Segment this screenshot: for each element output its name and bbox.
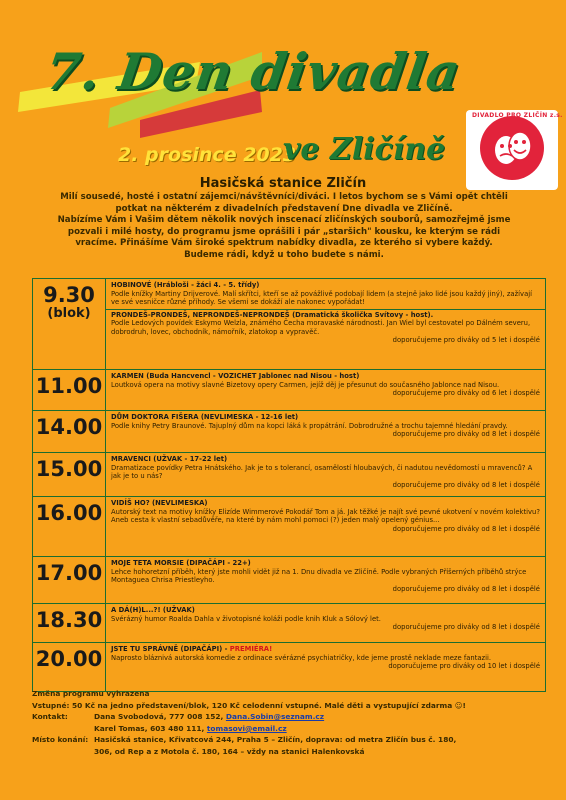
show-info [106, 370, 545, 410]
age-recommendation: doporučujeme pro diváky od 8 let i dospělé [392, 623, 540, 631]
theatre-masks-icon [480, 116, 544, 180]
contact-person: Karel Tomas, 603 480 111, [94, 723, 207, 733]
time-value: 9.30 [43, 283, 95, 307]
time-subtitle: (blok) [47, 306, 91, 321]
program-change-note: Změna programu vyhrazena [32, 689, 150, 698]
schedule-time: 15.00 [33, 453, 106, 496]
intro-line: pozvali i milé hosty, do programu jsme oprášili i pár „staršich" kousku, ke kterým se rádi [67, 226, 501, 237]
schedule-row [33, 604, 545, 643]
show-description: Dramatizace povídky Petra Hnátského. Jak je to s tolerancí, osamělostí hloubavých, či nadutou nevědomostí u mravenců? A jak je to u nás? [111, 463, 533, 480]
show-title: DŮM DOKTORA FIŠERA (NEVLIMESKA - 12-16 let) [111, 413, 299, 421]
admission-note: Vstupné: 50 Kč na jedno představení/blok, 120 Kč celodenní vstupné. Malé děti a vystupující zdarma ☺! [32, 700, 466, 710]
show-title: MRAVENCI (UŽVAK - 17-22 let) [111, 455, 228, 463]
age-recommendation: doporučujeme pro diváky od 8 let i dospělé [392, 430, 540, 438]
show-description: Podle knížky Martiny Drijverové. Malí skřítci, kteří se až povážlivě podobají lidem (a stejně jako lidé jsou každý jiný), zažívají ve své vesničce různé příhody. Se všemi se dokáží ale nakonec vypořádat! [111, 289, 533, 306]
show-title: HOBINOVÉ (Hrábloši - žáci 4. - 5. třídy) [111, 281, 260, 289]
venue-heading: Hasičská stanice Zličín [199, 176, 367, 191]
contact-line [32, 723, 552, 735]
schedule-time: 17.00 [33, 557, 106, 603]
show-title-text: JSTE TU SPRÁVNĚ (DIPAČÁPI) - [111, 645, 230, 653]
place-line [32, 746, 552, 758]
contact-label: Kontakt: [32, 712, 68, 722]
show-info [106, 279, 545, 369]
show-description: Podle Ledových povídek Eskymo Welzla, známého Čecha moravaské národnosti. Jan Wiel byl cestovatel po Dálném severu, dobrodruh, lovec, obchodník, námořník, zlatokop a vypravěč. [111, 319, 531, 336]
show-title: MOJE TETA MORSIE (DIPAČÁPI - 22+) [111, 559, 251, 567]
schedule-time: 14.00 [33, 411, 106, 452]
intro-line: Budeme rádi, když u toho budete s námi. [184, 249, 384, 260]
event-title: 7. Den divadla [41, 42, 465, 101]
logo-text: DIVADLO PRO ZLIČÍN z.s. [472, 112, 563, 119]
contact-person: Dana Svobodová, 777 008 152, [94, 712, 226, 722]
schedule-row [33, 643, 545, 691]
divider [106, 309, 545, 310]
premiere-badge: PREMIÉRA! [229, 645, 273, 653]
show-description: Naprosto bláznivá autorská komedie z ordinace svérázné psychiatričky, kde jeme prostě neklade meze fantazii. [111, 653, 492, 662]
footer-info [32, 688, 552, 758]
place-transport: 306, od Rep a z Motola č. 180, 164 – vždy na stanici Halenkovská [94, 746, 365, 756]
show-info [106, 604, 545, 642]
contact-email-link[interactable]: tomasovi@email.cz [206, 723, 287, 733]
intro-line: Milí sousedé, hosté i ostatní zájemci/návštěvníci/diváci. I letos bychom se s Vámi opět chtěli [60, 192, 508, 202]
schedule-row [33, 497, 545, 557]
show-description: Autorský text na motivy knížky Elizíde Wimmerové Pokodář Tom a já. Jak těžké je najít své pevné ukotvení v novém kolektivu? Aneb cesta k vlastní sebadůvěře, na které by nám mohl pomoci (?) jeden malý opelený génius... [111, 507, 540, 524]
show-info [106, 453, 545, 496]
schedule-time: 18.30 [33, 604, 106, 642]
schedule-row [33, 279, 545, 370]
show-info [106, 643, 545, 691]
schedule-time: 16.00 [33, 497, 106, 556]
schedule-row [33, 370, 545, 411]
schedule-row [33, 411, 545, 453]
show-description: Podle knihy Petry Braunové. Tajuplný dům na kopci láká k propátrání. Dobrodružné a trochu tajemné hledání pravdy. [111, 421, 508, 430]
intro-line: potkat na některém z divadelních představení Dne divadla ve Zličíně. [115, 203, 453, 214]
age-recommendation: doporučujeme pro diváky od 5 let i dospělé [392, 336, 540, 344]
schedule-row [33, 557, 545, 604]
place-label: Místo konání: [32, 735, 89, 745]
schedule-row [33, 453, 545, 497]
place-address: Hasičská stanice, Křivatcová 244, Praha 5 – Zličín, doprava: od metra Zličín bus č. 180, [94, 735, 457, 745]
show-info [106, 411, 545, 452]
age-recommendation: doporučujeme pro diváky od 6 let i dospělé [392, 389, 540, 397]
logo-circle [480, 116, 544, 180]
schedule-time: 11.00 [33, 370, 106, 410]
intro-line: Nabízíme Vám i Vašim dětem několik nových inscenací zličínských souborů, samozřejmě jsme [57, 215, 511, 226]
event-place: ve Zličíně [283, 132, 446, 167]
contact-line [32, 711, 552, 723]
schedule-table [32, 278, 546, 692]
schedule-time: 20.00 [33, 643, 106, 691]
show-title: A DÁ(H)L...?! (UŽVAK) [111, 606, 195, 614]
show-description: Loutková opera na motivy slavné Bizetovy opery Carmen, jejíž děj je přesunut do současného Jablonce nad Nisou. [111, 380, 500, 389]
age-recommendation: doporučujeme pro diváky od 10 let i dospělé [388, 662, 540, 670]
age-recommendation: doporučujeme pro diváky od 8 let i dospělé [392, 524, 540, 533]
show-title: PRONDEŠ-PRONDEŠ, NEPRONDEŠ-NEPRONDEŠ (Dramatická školička Svítovy - host). [111, 310, 434, 319]
contact-email-link[interactable]: Dana.Sobin@seznam.cz [225, 712, 325, 722]
show-title [111, 645, 540, 654]
place-line [32, 734, 552, 746]
show-title: KARMEN (Buda Hancvencl - VOZICHET Jablonec nad Nisou - host) [111, 372, 360, 380]
show-description: Lehce hohoretzní příběh, který jste mohli vidět již na 1. Dnu divadla ve Zličíně. Podle vybraných Příšerných příběhů strýce Montaguea Chrisa Priestleyho. [111, 567, 527, 584]
age-recommendation: doporučujeme pro diváky od 8 let i dospělé [392, 584, 540, 593]
intro-text [34, 192, 534, 262]
show-title: VIDÍŠ HO? (NEVLIMESKA) [111, 499, 208, 507]
show-description: Svérázný humor Roalda Dahla v životopisné koláži podle knih Kluk a Sólový let. [111, 614, 381, 623]
intro-line: vracíme. Přinášíme Vám široké spektrum nabídky divadla, ze kterého si vybere každý. [75, 238, 493, 249]
event-date: 2. prosince 2023 [118, 144, 297, 166]
schedule-time [33, 279, 106, 369]
show-info [106, 557, 545, 603]
age-recommendation: doporučujeme pro diváky od 8 let i dospělé [392, 480, 540, 489]
show-info [106, 497, 545, 556]
